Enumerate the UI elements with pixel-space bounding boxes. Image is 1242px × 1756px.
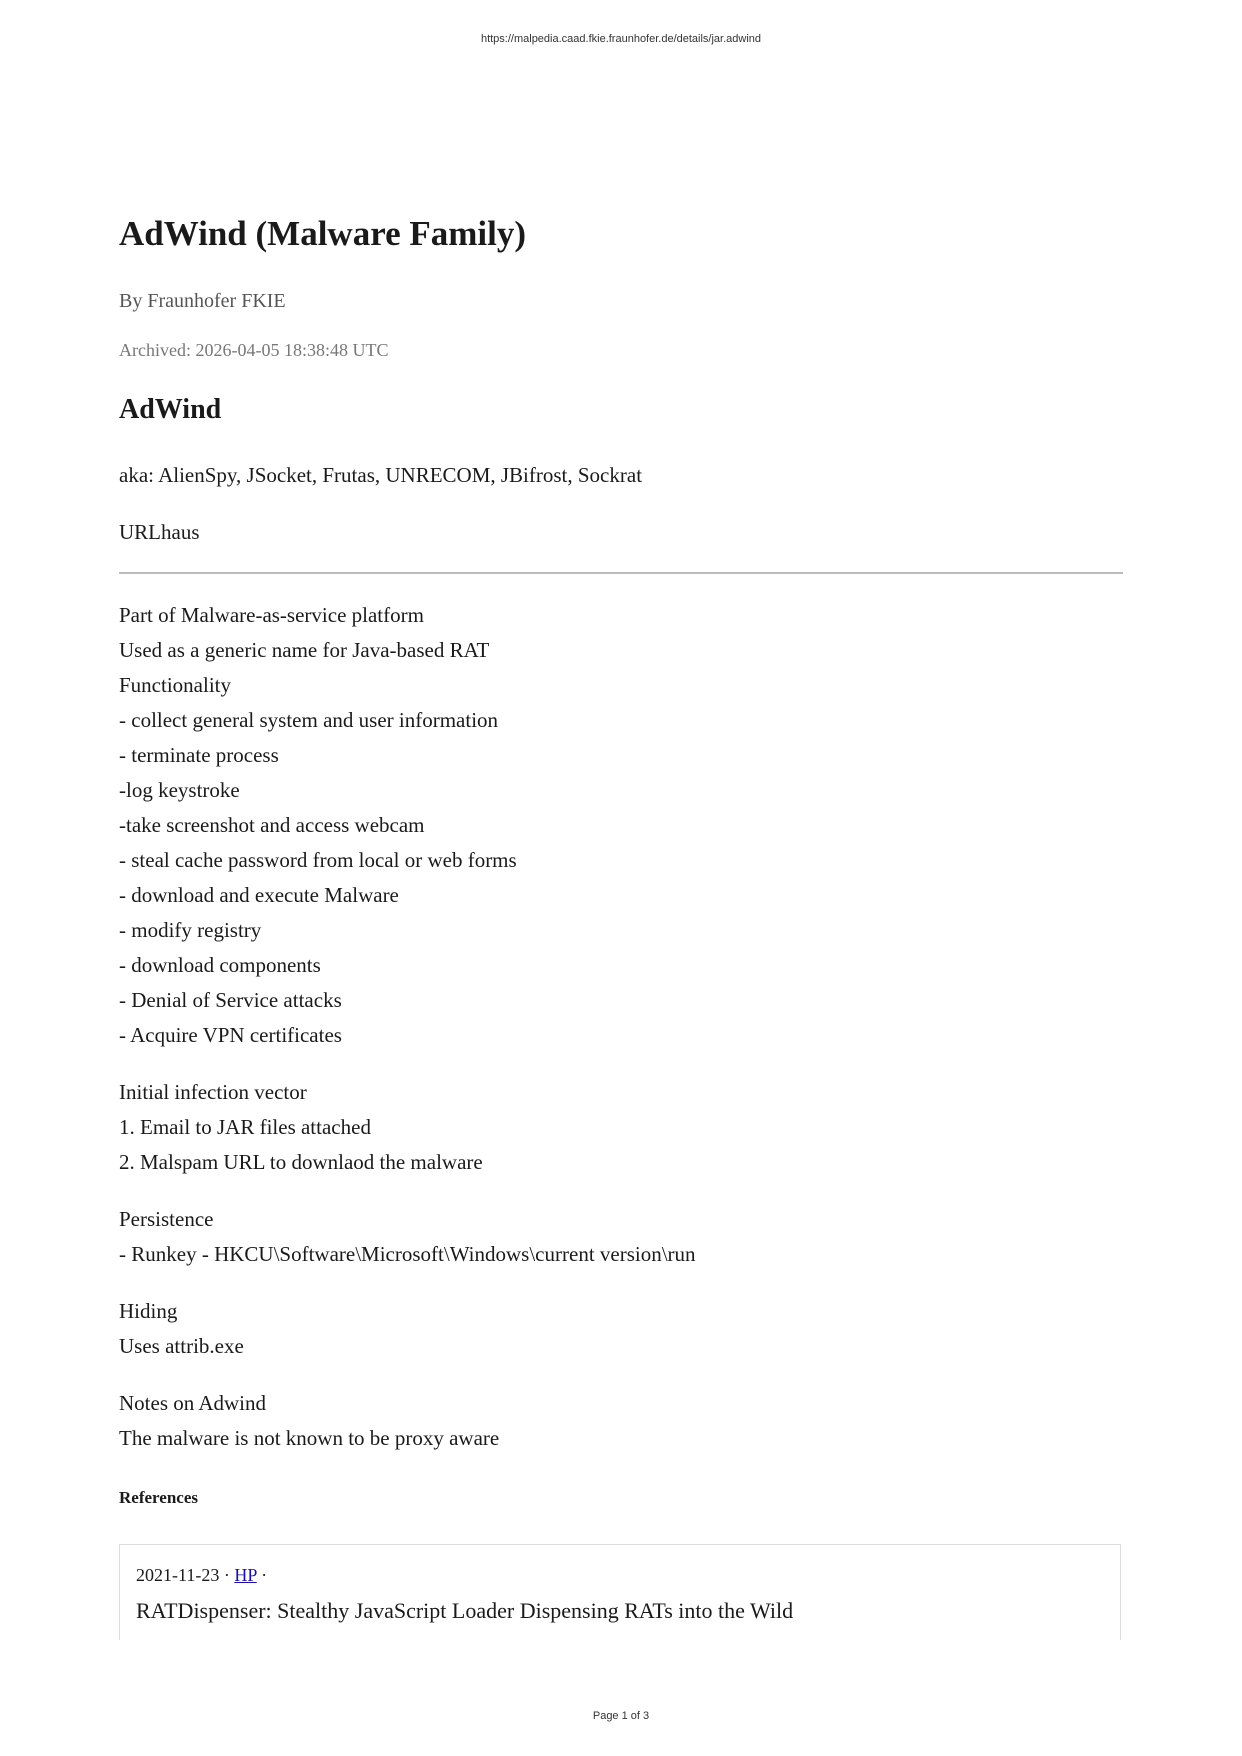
description-persistence <box>119 1202 696 1272</box>
reference-separator: · <box>219 1565 235 1585</box>
description-line: 1. Email to JAR files attached <box>119 1115 371 1139</box>
description-line: - collect general system and user information <box>119 708 499 732</box>
reference-title: RATDispenser: Stealthy JavaScript Loader Dispensing RATs into the Wild <box>136 1598 794 1623</box>
byline: By Fraunhofer FKIE <box>119 290 286 312</box>
reference-source-link[interactable]: HP <box>234 1565 257 1585</box>
description-line: - download and execute Malware <box>119 883 399 907</box>
section-divider <box>119 572 1123 574</box>
archived-timestamp: Archived: 2026-04-05 18:38:48 UTC <box>119 340 389 360</box>
paragraph-gap <box>119 1272 696 1294</box>
description-line: -log keystroke <box>119 778 240 802</box>
description-line: - steal cache password from local or web forms <box>119 848 517 872</box>
reference-meta <box>136 1565 267 1586</box>
description-line: Used as a generic name for Java-based RAT <box>119 638 490 662</box>
urlhaus-label: URLhaus <box>119 520 200 544</box>
description-line: - download components <box>119 953 321 977</box>
description-line: Functionality <box>119 673 231 697</box>
aka-aliases: aka: AlienSpy, JSocket, Frutas, UNRECOM, JBifrost, Sockrat <box>119 463 643 487</box>
description-line: -take screenshot and access webcam <box>119 813 425 837</box>
description-line: - Denial of Service attacks <box>119 988 342 1012</box>
description-hiding <box>119 1294 696 1364</box>
references-heading: References <box>119 1488 198 1507</box>
description-intro <box>119 598 696 1053</box>
page-title: AdWind (Malware Family) <box>119 214 527 253</box>
description-line: Persistence <box>119 1207 214 1231</box>
description-line: - modify registry <box>119 918 262 942</box>
paragraph-gap <box>119 1180 696 1202</box>
description-line: - terminate process <box>119 743 279 767</box>
description-line: Part of Malware-as-service platform <box>119 603 424 627</box>
description-infection <box>119 1075 696 1180</box>
description-line: 2. Malspam URL to downlaod the malware <box>119 1150 483 1174</box>
reference-separator: · <box>256 1565 268 1585</box>
description-line: Notes on Adwind <box>119 1391 266 1415</box>
description-line: Initial infection vector <box>119 1080 307 1104</box>
description-line: - Acquire VPN certificates <box>119 1023 342 1047</box>
reference-card <box>119 1544 1121 1640</box>
description-line: Uses attrib.exe <box>119 1334 244 1358</box>
paragraph-gap <box>119 1364 696 1386</box>
page-number: Page 1 of 3 <box>592 1710 650 1722</box>
page-url-header: https://malpedia.caad.fkie.fraunhofer.de/details/jar.adwind <box>480 33 762 45</box>
description-line: Hiding <box>119 1299 178 1323</box>
description-line: The malware is not known to be proxy aware <box>119 1426 500 1450</box>
description <box>119 598 696 1456</box>
paragraph-gap <box>119 1053 696 1075</box>
description-line: - Runkey - HKCU\Software\Microsoft\Windows\current version\run <box>119 1242 696 1266</box>
description-notes <box>119 1386 696 1456</box>
family-heading: AdWind <box>119 394 222 425</box>
reference-date: 2021-11-23 <box>136 1565 220 1585</box>
